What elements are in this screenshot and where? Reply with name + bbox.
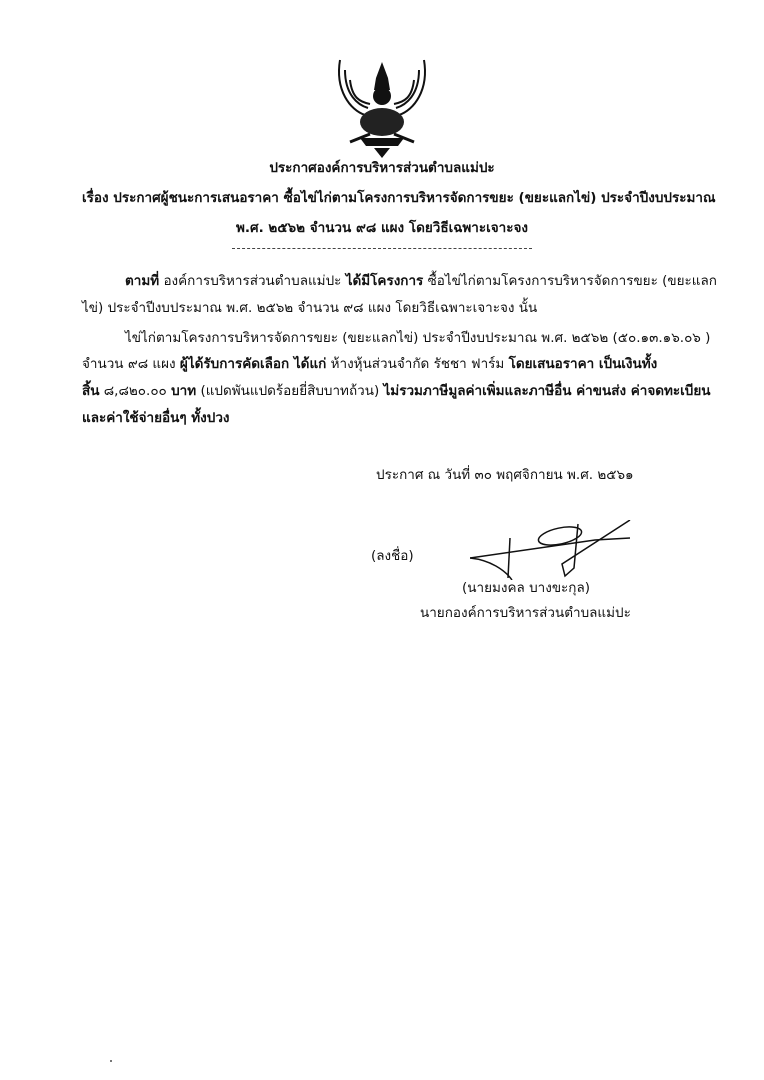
amount-value: ๘,๘๒๐.๐๐ [103, 383, 167, 399]
subject-label: เรื่อง [82, 190, 109, 206]
subject-text: ประกาศผู้ชนะการเสนอราคา ซื้อไข่ไก่ตามโครงการบริหารจัดการขยะ (ขยะแลกไข่) ประจำปีงบประมาณ [113, 190, 716, 206]
garuda-emblem-icon [330, 50, 434, 160]
paragraph-2-line-2 [82, 354, 657, 374]
para1-org: องค์การบริหารส่วนตำบลแม่ปะ [163, 273, 342, 289]
signer-name: (นายมงคล บางขะกุล) [462, 580, 591, 596]
amount-label: โดยเสนอราคา เป็นเงินทั้ง [508, 356, 658, 372]
paragraph-2-line-4: และค่าใช้จ่ายอื่นๆ ทั้งปวง [82, 410, 230, 426]
paragraph-2-line-3 [82, 381, 711, 401]
sign-label: (ลงชื่อ) [371, 548, 414, 564]
signature-icon [470, 520, 640, 580]
amount-words: (แปดพันแปดร้อยยี่สิบบาทถ้วน) [200, 383, 380, 399]
document-heading: ประกาศองค์การบริหารส่วนตำบลแม่ปะ [269, 160, 495, 176]
announce-date: ประกาศ ณ วันที่ ๓๐ พฤศจิกายน พ.ศ. ๒๕๖๑ [376, 467, 634, 483]
scan-speck [110, 1060, 112, 1062]
winner-label: ผู้ได้รับการคัดเลือก ได้แก่ [179, 356, 327, 372]
signer-title: นายกองค์การบริหารส่วนตำบลแม่ปะ [420, 605, 631, 621]
quantity: จำนวน ๙๘ แผง [82, 356, 176, 372]
para1-lead: ตามที่ [125, 273, 160, 289]
para1-project: ซื้อไข่ไก่ตามโครงการบริหารจัดการขยะ (ขยะแลก [427, 273, 717, 289]
paragraph-2-line-1: ไข่ไก่ตามโครงการบริหารจัดการขยะ (ขยะแลกไข่) ประจำปีงบประมาณ พ.ศ. ๒๕๖๒ (๕๐.๑๓.๑๖.๐๖ ) [125, 330, 711, 346]
subject-line-1 [82, 188, 715, 208]
amount-label-end: สิ้น [82, 383, 100, 399]
divider [232, 248, 532, 249]
tax-note: ไม่รวมภาษีมูลค่าเพิ่มและภาษีอื่น ค่าขนส่ง ค่าจดทะเบียน [383, 383, 711, 399]
winner-name: ห้างหุ้นส่วนจำกัด รัชชา ฟาร์ม [330, 356, 505, 372]
subject-line-2: พ.ศ. ๒๕๖๒ จำนวน ๙๘ แผง โดยวิธีเฉพาะเจาะจง [236, 220, 528, 236]
para1-project-label: ได้มีโครงการ [345, 273, 424, 289]
paragraph-1-line-1 [125, 271, 717, 291]
paragraph-1-line-2: ไข่) ประจำปีงบประมาณ พ.ศ. ๒๕๖๒ จำนวน ๙๘ แผง โดยวิธีเฉพาะเจาะจง นั้น [82, 300, 538, 316]
currency: บาท [171, 383, 197, 399]
